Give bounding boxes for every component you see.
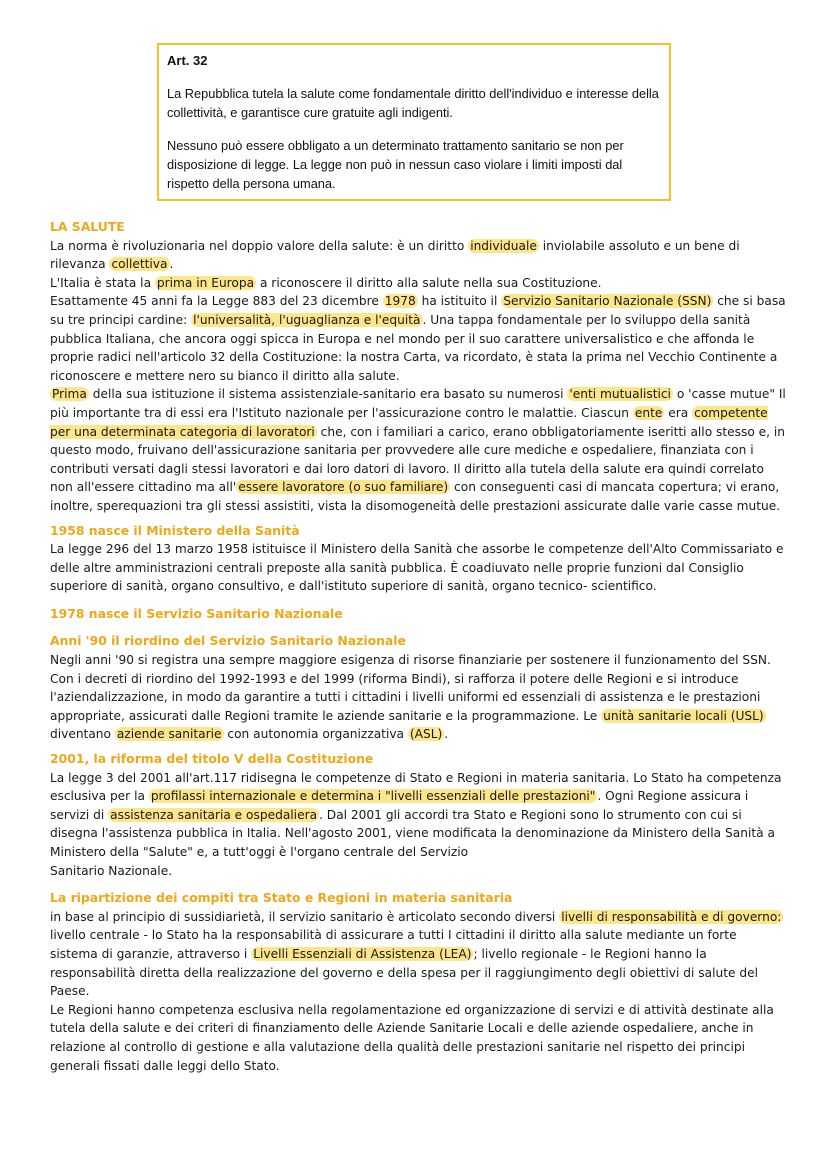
highlight: 1978 bbox=[384, 294, 416, 309]
highlight: Servizio Sanitario Nazionale (SSN) bbox=[503, 294, 712, 309]
paragraph-ripartizione-1 bbox=[50, 908, 786, 1001]
highlight: livelli di responsabilità e di governo: bbox=[561, 909, 782, 924]
highlight: Livelli Essenziali di Assistenza (LEA) bbox=[253, 946, 472, 961]
text: ; livello regionale - le Regioni hanno la responsabilità diretta della realizzazione del governo e della spesa per il raggiungimento degli obiettivi di salute del Paese. bbox=[50, 946, 758, 999]
highlight: individuale bbox=[470, 238, 537, 253]
highlight: essere lavoratore (o suo familiare) bbox=[238, 480, 449, 495]
text: L'Italia è stata la bbox=[50, 275, 155, 290]
text: . bbox=[169, 257, 174, 272]
article-title: Art. 32 bbox=[167, 53, 208, 68]
highlight: (ASL) bbox=[409, 727, 443, 742]
highlight: collettiva bbox=[111, 257, 168, 272]
highlight: prima in Europa bbox=[156, 275, 255, 290]
highlight: ente bbox=[634, 405, 663, 420]
text: con conseguenti casi di mancata copertura; vi erano, inoltre, sperequazioni tra gli stessi assistiti, vista la disomogeneità delle prestazioni assicurate dalle varie casse mutue. bbox=[50, 480, 781, 513]
paragraph-ripartizione-2: Le Regioni hanno competenza esclusiva nella regolamentazione ed organizzazione di servizi e di attività destinate alla tutela della salute e dei criteri di finanziamento delle Aziende Sanitarie Locali e delle aziende ospedaliere, anche in relazione al controllo di gestione e alla valutazione della qualità delle prestazioni sanitarie nel rispetto dei principi generali fissati dalle leggi dello Stato. bbox=[50, 1002, 774, 1073]
paragraph-salute-1 bbox=[50, 237, 786, 274]
highlight: l'universalità, l'uguaglianza e l'equità bbox=[193, 312, 421, 327]
text: Esattamente 45 anni fa la Legge 883 del 23 dicembre bbox=[50, 294, 383, 309]
section-title-ministero: 1958 nasce il Ministero della Sanità bbox=[50, 522, 300, 538]
section-title-riordino: Anni '90 il riordino del Servizio Sanitario Nazionale bbox=[50, 633, 406, 649]
text: Sanitario Nazionale. bbox=[50, 863, 173, 878]
text: La legge 3 del 2001 all'art.117 ridisegna le competenze di Stato e Regioni in materia sanitaria. Lo Stato ha competenza esclusiva per la bbox=[50, 770, 782, 804]
text: che si basa su tre principi cardine: bbox=[50, 294, 786, 327]
document-body bbox=[50, 218, 786, 1075]
text: livello centrale - lo Stato ha la responsabilità di assicurare a tutti I cittadini il diritto alla salute mediante un forte sistema di garanzie, attraverso i bbox=[50, 928, 737, 961]
highlight: assistenza sanitaria e ospedaliera bbox=[110, 807, 318, 822]
highlight: competente per una determinata categoria di lavoratori bbox=[50, 405, 768, 439]
paragraph-riordino bbox=[50, 651, 786, 744]
text: con autonomia organizzativa bbox=[223, 727, 408, 742]
text: in base al principio di sussidiarietà, il servizio sanitario è articolato secondo diversi bbox=[50, 909, 560, 924]
paragraph-salute-3 bbox=[50, 292, 786, 385]
section-title-ripartizione: La ripartizione dei compiti tra Stato e Regioni in materia sanitaria bbox=[50, 890, 513, 906]
text: che, con i familiari a carico, erano obbligatoriamente iseritti allo stesso e, in questo modo, fruivano dell'assicurazione sanitaria per provvedere alle cure mediche e ospedaliere, finanziata con i contributi versati dagli stessi lavoratori e dai loro datori di lavoro. Il diritto alla tutela della salute era quindi correlato non all'essere cittadino ma all' bbox=[50, 424, 786, 495]
article-box bbox=[157, 43, 671, 201]
text: era bbox=[664, 405, 693, 420]
paragraph-ministero: La legge 296 del 13 marzo 1958 istituisce il Ministero della Sanità che assorbe le competenze dell'Alto Commissariato e delle altre amministrazioni centrali preposte alla sanità pubblica. È coadiuvato nelle proprie funzioni dal Consiglio superiore di sanità, organo consultivo, e dall'istituto superiore di sanità, organo tecnico- scientifico. bbox=[50, 542, 784, 594]
text: . Ogni Regione assicura i servizi di bbox=[50, 789, 749, 822]
text: Negli anni '90 si registra una sempre maggiore esigenza di risorse finanziarie per sostenere il funzionamento del SSN. Con i decreti di riordino del 1992-1993 e del 1999 (riforma Bindi), si rafforza il potere delle Regioni e si introduce l'aziendalizzazione, in modo da garantire a tutti i cittadini i livelli uniformi ed essenziali di assistenza e le prestazioni appropriate, assicurati dalle Regioni tramite le aziende sanitarie e la programmazione. Le bbox=[50, 653, 771, 723]
article-paragraph-1: La Repubblica tutela la salute come fondamentale diritto dell'individuo e interesse della collettività, e garantisce cure gratuite agli indigenti. bbox=[167, 86, 659, 120]
section-title-titolo-v: 2001, la riforma del titolo V della Costituzione bbox=[50, 751, 374, 767]
text: . Una tappa fondamentale per lo sviluppo della sanità pubblica Italiana, che ancora oggi spicca in Europa e nel mondo per il suo carattere universalistico e che affonda le proprie radici nell'articolo 32 della Costituzione: la nostra Carta, va ricordato, è stata la prima nel Vecchio Continente a riconoscere e mettere nero su bianco il diritto alla salute. bbox=[50, 312, 778, 383]
text: a riconoscere il diritto alla salute nella sua Costituzione. bbox=[256, 275, 602, 290]
paragraph-titolo-v bbox=[50, 769, 786, 881]
text: inviolabile assoluto e un bene di rilevanza bbox=[50, 238, 740, 272]
highlight: 'enti mutualistici bbox=[569, 387, 671, 402]
paragraph-salute-4 bbox=[50, 385, 786, 515]
text: della sua istituzione il sistema assistenziale-sanitario era basato su numerosi bbox=[88, 387, 568, 402]
text: . Dal 2001 gli accordi tra Stato e Regioni sono lo strumento con cui si disegna l'assistenza pubblica in Italia. Nell'agosto 2001, viene modificata la denominazione da Ministero della Sanità a Ministero della "Salute" e, a tutt'oggi è l'organo centrale del Servizio bbox=[50, 807, 775, 859]
highlight: unità sanitarie locali (USL) bbox=[603, 708, 764, 723]
highlight: Prima bbox=[52, 387, 87, 402]
text: diventano bbox=[50, 727, 115, 742]
text: ha istituito il bbox=[417, 294, 502, 309]
text: La norma è rivoluzionaria nel doppio valore della salute: è un diritto bbox=[50, 238, 469, 253]
highlight: profilassi internazionale e determina i "livelli essenziali delle prestazioni" bbox=[150, 789, 596, 804]
text: . bbox=[444, 727, 449, 742]
highlight: aziende sanitarie bbox=[116, 727, 222, 742]
text: o 'casse mutue" Il più importante tra di essi era l'Istituto nazionale per l'assicurazione contro le malattie. Ciascun bbox=[50, 387, 786, 420]
section-title-salute: LA SALUTE bbox=[50, 219, 125, 234]
paragraph-salute-2 bbox=[50, 274, 786, 293]
section-title-ssn-1978: 1978 nasce il Servizio Sanitario Nazionale bbox=[50, 605, 343, 621]
article-paragraph-2: Nessuno può essere obbligato a un determinato trattamento sanitario se non per disposizione di legge. La legge non può in nessun caso violare i limiti imposti dal rispetto della persona umana. bbox=[167, 138, 624, 191]
